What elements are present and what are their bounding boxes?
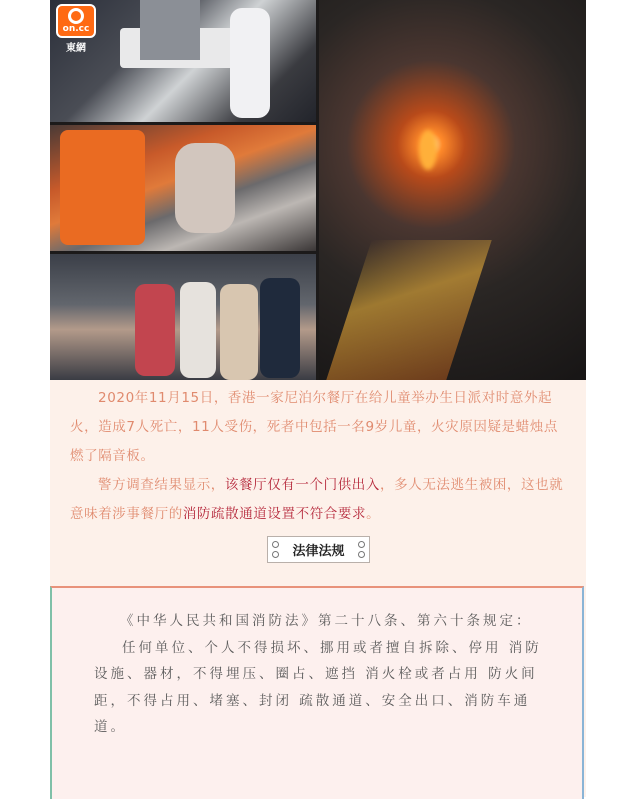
law-quote-text bbox=[94, 608, 542, 741]
highlight-single-exit: 该餐厅仅有一个门供出入 bbox=[224, 477, 381, 493]
street-light bbox=[326, 240, 491, 380]
law-body: 任何单位、个人不得损坏、挪用或者擅自拆除、停用 消防设施、器材，不得埋压、圈占、遮挡 消火栓或者占用 防火间距，不得占用、堵塞、封闭 疏散通道、安全出口、消防车通道。 bbox=[94, 639, 542, 735]
photo-rescue bbox=[50, 125, 316, 251]
highlight-noncompliant-exit: 消防疏散通道设置不符合要求 bbox=[182, 506, 367, 522]
photo-building-fire bbox=[319, 0, 586, 380]
oncc-logo-caption: 東網 bbox=[66, 43, 86, 54]
intro-paragraph-2: 警方调查结果显示，该餐厅仅有一个门供出入，多人无法逃生被困，这也就意味着涉事餐厅的消防疏散通道设置不符合要求。 bbox=[70, 477, 564, 522]
corner-dot-icon bbox=[358, 551, 365, 558]
article-intro bbox=[70, 384, 566, 529]
oncc-logo-box: on.cc bbox=[56, 4, 96, 38]
corner-dot-icon bbox=[272, 541, 279, 548]
law-intro: 《中华人民共和国消防法》第二十八条、第六十条规定： bbox=[120, 613, 533, 629]
logo-ring-icon bbox=[68, 8, 84, 24]
law-quote-box bbox=[50, 586, 584, 799]
intro-paragraph-1: 2020年11月15日，香港一家尼泊尔餐厅在给儿童举办生日派对时意外起火，造成7人死亡，11人受伤，死者中包括一名9岁儿童，火灾原因疑是蜡烛点燃了隔音板。 bbox=[70, 390, 558, 464]
section-tag-laws bbox=[267, 536, 370, 563]
corner-dot-icon bbox=[272, 551, 279, 558]
corner-dot-icon bbox=[358, 541, 365, 548]
oncc-logo bbox=[56, 4, 102, 52]
photo-survivors bbox=[50, 254, 316, 380]
article-column bbox=[50, 0, 586, 797]
news-photo-collage bbox=[50, 0, 586, 380]
section-tag-label: 法律法规 bbox=[292, 544, 345, 559]
